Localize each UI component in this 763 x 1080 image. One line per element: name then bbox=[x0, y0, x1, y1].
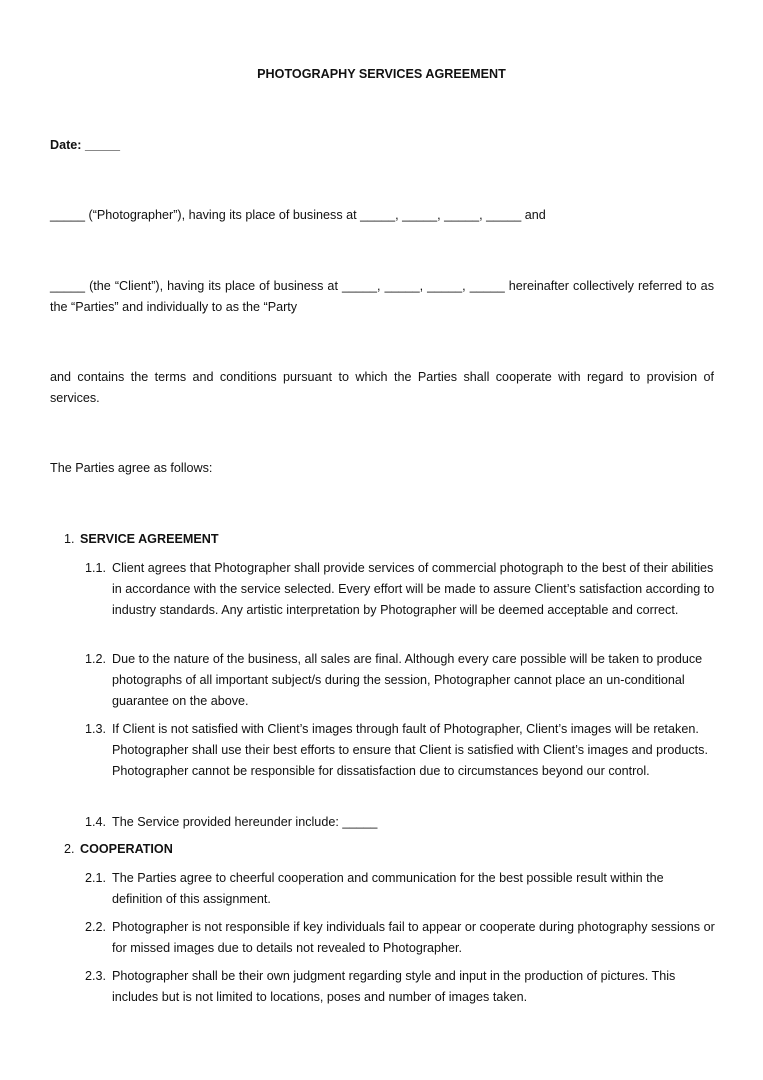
terms-paragraph: and contains the terms and conditions pursuant to which the Parties shall cooperate with regard to provision of services. bbox=[50, 370, 714, 405]
clause bbox=[85, 966, 715, 1008]
clause-number: 2.2. bbox=[85, 920, 107, 934]
clause-text: Photographer shall be their own judgment regarding style and input in the production of pictures. This includes but is not limited to locations, poses and number of images taken. bbox=[112, 969, 676, 1004]
clause-number: 2.1. bbox=[85, 871, 107, 885]
clause bbox=[85, 649, 715, 712]
clause-text: The Service provided hereunder include: _____ bbox=[112, 815, 378, 829]
section-title: COOPERATION bbox=[80, 842, 173, 856]
clause bbox=[85, 812, 715, 833]
clause-text: Due to the nature of the business, all sales are final. Although every care possible will be taken to produce photographs of all important subject/s during the session, Photographer cannot place an un-conditional guarantee on the above. bbox=[112, 652, 703, 708]
section-title: SERVICE AGREEMENT bbox=[80, 532, 219, 546]
agree-paragraph: The Parties agree as follows: bbox=[50, 461, 213, 475]
clause-text: Photographer is not responsible if key individuals fail to appear or cooperate during photography sessions or for missed images due to details not revealed to Photographer. bbox=[112, 920, 715, 955]
section-number: 1. bbox=[64, 532, 75, 546]
clause-number: 1.2. bbox=[85, 652, 107, 666]
clause bbox=[85, 719, 715, 782]
clause-number: 1.4. bbox=[85, 815, 107, 829]
date-field: Date: _____ bbox=[50, 138, 121, 152]
clause bbox=[85, 868, 715, 910]
clause-text: The Parties agree to cheerful cooperation and communication for the best possible result within the definition of this assignment. bbox=[112, 871, 664, 906]
document-title: PHOTOGRAPHY SERVICES AGREEMENT bbox=[257, 67, 506, 81]
clause-number: 1.1. bbox=[85, 561, 107, 575]
section-number: 2. bbox=[64, 842, 75, 856]
clause bbox=[85, 917, 715, 959]
clause-text: If Client is not satisfied with Client’s images through fault of Photographer, Client’s images will be retaken. Photographer shall use their best efforts to ensure that Client is satisfied with Client’s images and products. Photographer cannot be responsible for dissatisfaction due to circumstances beyond our control. bbox=[112, 722, 708, 778]
clause-text: Client agrees that Photographer shall provide services of commercial photograph to the best of their abilities in accordance with the service selected. Every effort will be made to assure Client’s satisfaction according to industry standards. Any artistic interpretation by Photographer will be deemed acceptable and correct. bbox=[112, 561, 715, 617]
section-heading bbox=[64, 529, 219, 550]
section-heading bbox=[64, 839, 173, 860]
clause bbox=[85, 558, 715, 621]
clause-number: 1.3. bbox=[85, 722, 107, 736]
clause-number: 2.3. bbox=[85, 969, 107, 983]
client-paragraph: _____ (the “Client”), having its place of business at _____, _____, _____, _____ hereinafter collectively referred to as the “Parties” and individually to as the “Party bbox=[50, 279, 714, 314]
photographer-paragraph: _____ (“Photographer”), having its place of business at _____, _____, _____, _____ and bbox=[50, 208, 546, 222]
